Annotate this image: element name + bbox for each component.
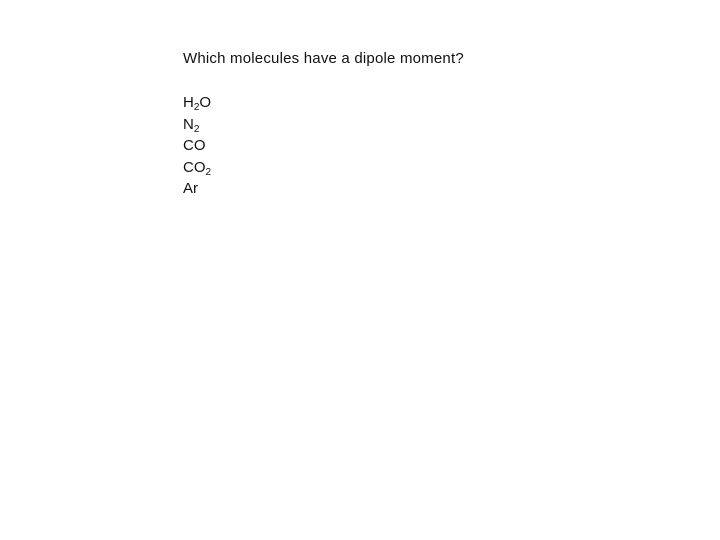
formula-main: Ar xyxy=(183,180,198,197)
formula-subscript: 2 xyxy=(205,166,212,178)
molecule-item-ar xyxy=(183,178,211,200)
formula-main: H xyxy=(183,94,194,111)
molecule-item-h2o xyxy=(183,92,211,114)
formula-main: CO xyxy=(183,137,206,154)
formula-subscript: 2 xyxy=(193,123,200,135)
formula-subscript: 2 xyxy=(193,102,200,113)
formula-suffix: O xyxy=(199,94,212,111)
question-text: Which molecules have a dipole moment? xyxy=(183,50,464,67)
molecule-item-n2 xyxy=(183,114,211,136)
molecule-list xyxy=(183,92,211,200)
molecule-item-co2 xyxy=(183,157,211,179)
formula-main: N xyxy=(183,115,194,133)
formula-main: CO xyxy=(183,158,206,176)
molecule-item-co xyxy=(183,135,211,157)
